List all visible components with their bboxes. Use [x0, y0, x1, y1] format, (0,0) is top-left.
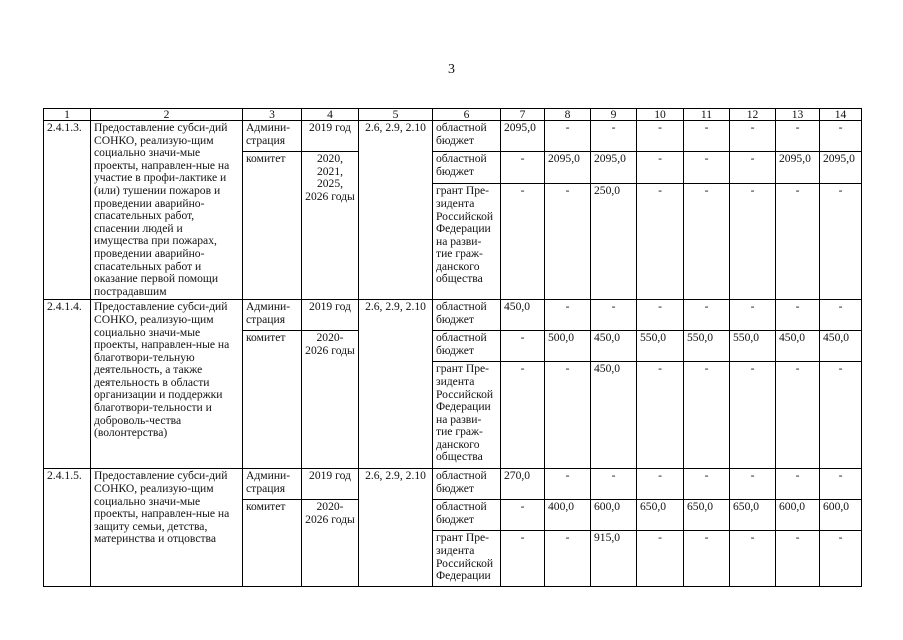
- amount-cell: 450,0: [591, 362, 637, 469]
- amount-cell: -: [501, 331, 545, 362]
- amount-cell: -: [637, 469, 684, 500]
- amount-cell: -: [776, 531, 820, 587]
- amount-cell: -: [591, 469, 637, 500]
- item-title: Предоставление субси-дий СОНКО, реализую-щим социально значи-мые проекты, направлен-ные на защиту семьи, детства, материнства и отцовства: [91, 469, 243, 587]
- funding-source: областной бюджет: [433, 500, 501, 531]
- amount-cell: -: [684, 362, 730, 469]
- period-cell: 2020, 2021, 2025, 2026 годы: [302, 152, 359, 300]
- header-cell: 10: [637, 109, 684, 121]
- amount-cell: 2095,0: [776, 152, 820, 184]
- program-table: [43, 108, 862, 587]
- header-cell: 7: [501, 109, 545, 121]
- funding-source: областной бюджет: [433, 300, 501, 331]
- amount-cell: 915,0: [591, 531, 637, 587]
- amount-cell: -: [684, 184, 730, 300]
- header-cell: 4: [302, 109, 359, 121]
- item-code: 2.4.1.3.: [44, 121, 91, 300]
- amount-cell: -: [730, 152, 776, 184]
- amount-cell: -: [545, 531, 591, 587]
- amount-cell: 450,0: [501, 300, 545, 331]
- amount-cell: -: [501, 531, 545, 587]
- header-cell: 9: [591, 109, 637, 121]
- amount-cell: 600,0: [776, 500, 820, 531]
- amount-cell: -: [820, 300, 862, 331]
- amount-cell: -: [501, 500, 545, 531]
- amount-cell: -: [730, 362, 776, 469]
- indicators-cell: 2.6, 2.9, 2.10: [359, 121, 433, 300]
- amount-cell: -: [637, 184, 684, 300]
- table-row: [44, 469, 862, 500]
- amount-cell: -: [730, 469, 776, 500]
- funding-source: областной бюджет: [433, 152, 501, 184]
- header-cell: 13: [776, 109, 820, 121]
- header-cell: 1: [44, 109, 91, 121]
- amount-cell: 400,0: [545, 500, 591, 531]
- amount-cell: -: [820, 121, 862, 152]
- executor-cell: комитет: [243, 331, 302, 469]
- header-row: [44, 109, 862, 121]
- amount-cell: -: [545, 469, 591, 500]
- executor-cell: Админи-страция: [243, 121, 302, 152]
- header-cell: 8: [545, 109, 591, 121]
- page-number: 3: [448, 62, 455, 77]
- item-code: 2.4.1.4.: [44, 300, 91, 469]
- amount-cell: -: [730, 300, 776, 331]
- amount-cell: -: [684, 152, 730, 184]
- header-cell: 12: [730, 109, 776, 121]
- amount-cell: -: [820, 362, 862, 469]
- header-cell: 14: [820, 109, 862, 121]
- amount-cell: -: [776, 121, 820, 152]
- amount-cell: 600,0: [591, 500, 637, 531]
- amount-cell: 270,0: [501, 469, 545, 500]
- amount-cell: 2095,0: [820, 152, 862, 184]
- item-code: 2.4.1.5.: [44, 469, 91, 587]
- amount-cell: -: [730, 121, 776, 152]
- amount-cell: 450,0: [820, 331, 862, 362]
- amount-cell: 650,0: [637, 500, 684, 531]
- header-cell: 11: [684, 109, 730, 121]
- funding-source: грант Пре-зидента Российской Федерации: [433, 531, 501, 587]
- amount-cell: 650,0: [684, 500, 730, 531]
- amount-cell: -: [501, 152, 545, 184]
- period-cell: 2020-2026 годы: [302, 331, 359, 469]
- amount-cell: 250,0: [591, 184, 637, 300]
- amount-cell: 450,0: [591, 331, 637, 362]
- amount-cell: -: [776, 362, 820, 469]
- amount-cell: -: [776, 300, 820, 331]
- amount-cell: -: [730, 184, 776, 300]
- header-cell: 6: [433, 109, 501, 121]
- executor-cell: Админи-страция: [243, 300, 302, 331]
- amount-cell: -: [545, 362, 591, 469]
- amount-cell: 2095,0: [591, 152, 637, 184]
- header-cell: 2: [91, 109, 243, 121]
- amount-cell: -: [501, 362, 545, 469]
- funding-source: областной бюджет: [433, 469, 501, 500]
- amount-cell: 650,0: [730, 500, 776, 531]
- amount-cell: -: [684, 121, 730, 152]
- period-cell: 2020-2026 годы: [302, 500, 359, 587]
- amount-cell: 450,0: [776, 331, 820, 362]
- funding-source: областной бюджет: [433, 331, 501, 362]
- amount-cell: 2095,0: [501, 121, 545, 152]
- funding-source: областной бюджет: [433, 121, 501, 152]
- amount-cell: 500,0: [545, 331, 591, 362]
- amount-cell: -: [545, 121, 591, 152]
- item-title: Предоставление субси-дий СОНКО, реализую-щим социально значи-мые проекты, направлен-ные на участие в профи-лактике и (или) тушении пожаров и проведении аварийно-спасательных работ, спасении людей и имущества при пожарах, проведении аварийно-спасательных работ и оказание первой помощи пострадавшим: [91, 121, 243, 300]
- amount-cell: -: [684, 300, 730, 331]
- amount-cell: -: [684, 531, 730, 587]
- header-cell: 3: [243, 109, 302, 121]
- amount-cell: -: [637, 531, 684, 587]
- amount-cell: -: [776, 184, 820, 300]
- amount-cell: -: [591, 300, 637, 331]
- amount-cell: -: [637, 121, 684, 152]
- amount-cell: -: [501, 184, 545, 300]
- amount-cell: -: [637, 300, 684, 331]
- indicators-cell: 2.6, 2.9, 2.10: [359, 300, 433, 469]
- period-cell: 2019 год: [302, 469, 359, 500]
- amount-cell: 550,0: [637, 331, 684, 362]
- amount-cell: -: [820, 184, 862, 300]
- funding-source: грант Пре-зидента Российской Федерации на разви-тие граж-данского общества: [433, 362, 501, 469]
- amount-cell: -: [637, 362, 684, 469]
- amount-cell: 600,0: [820, 500, 862, 531]
- amount-cell: -: [591, 121, 637, 152]
- amount-cell: -: [545, 184, 591, 300]
- executor-cell: Админи-страция: [243, 469, 302, 500]
- amount-cell: -: [545, 300, 591, 331]
- executor-cell: комитет: [243, 500, 302, 587]
- header-cell: 5: [359, 109, 433, 121]
- amount-cell: 550,0: [730, 331, 776, 362]
- table-row: [44, 300, 862, 331]
- amount-cell: -: [776, 469, 820, 500]
- amount-cell: 2095,0: [545, 152, 591, 184]
- amount-cell: 550,0: [684, 331, 730, 362]
- item-title: Предоставление субси-дий СОНКО, реализую-щим социально значи-мые проекты, направлен-ные на благотвори-тельную деятельность, а также деятельность в области организации и поддержки благотвори-тельности и доброволь-чества (волонтерства): [91, 300, 243, 469]
- amount-cell: -: [684, 469, 730, 500]
- funding-source: грант Пре-зидента Российской Федерации на разви-тие граж-данского общества: [433, 184, 501, 300]
- amount-cell: -: [820, 531, 862, 587]
- executor-cell: комитет: [243, 152, 302, 300]
- amount-cell: -: [730, 531, 776, 587]
- indicators-cell: 2.6, 2.9, 2.10: [359, 469, 433, 587]
- table-row: [44, 121, 862, 152]
- period-cell: 2019 год: [302, 300, 359, 331]
- period-cell: 2019 год: [302, 121, 359, 152]
- amount-cell: -: [637, 152, 684, 184]
- amount-cell: -: [820, 469, 862, 500]
